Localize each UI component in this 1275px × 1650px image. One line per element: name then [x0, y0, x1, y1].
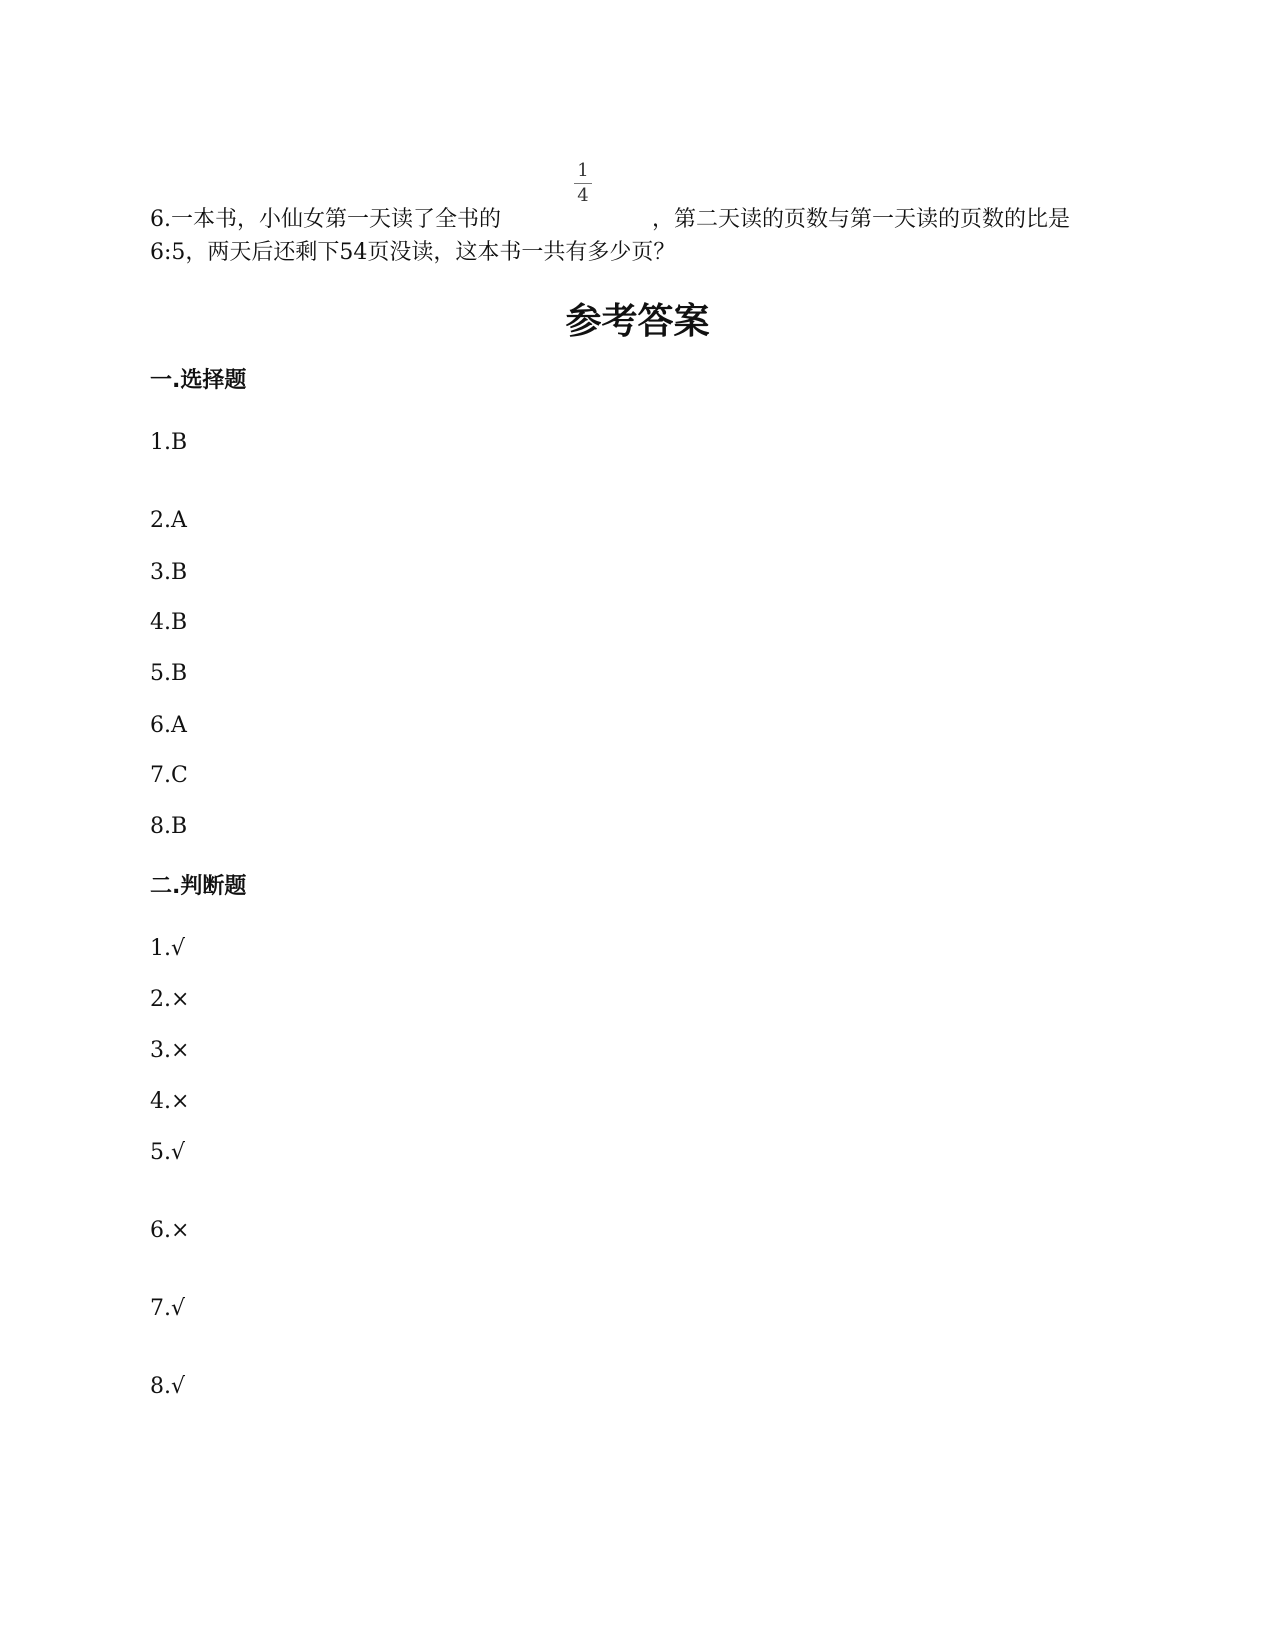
true-false-answer-1: 1.√ [150, 936, 186, 961]
true-false-answer-6: 6.× [150, 1218, 190, 1243]
choice-answer-3: 3.B [150, 560, 188, 585]
true-false-answer-4: 4.× [150, 1089, 190, 1114]
question-6-text-line-2: 6:5，两天后还剩下54页没读，这本书一共有多少页？ [150, 240, 676, 265]
fraction-numerator: 1 [577, 160, 589, 181]
question-6-line-1 [150, 206, 501, 234]
question-6-line-1-continued [652, 206, 1070, 234]
true-false-answer-3: 3.× [150, 1038, 190, 1063]
choice-answer-8: 8.B [150, 814, 188, 839]
question-6-text-after-fraction: ，第二天读的页数与第一天读的页数的比是 [652, 207, 1071, 232]
true-false-answer-8: 8.√ [150, 1374, 186, 1399]
true-false-answer-7: 7.√ [150, 1296, 186, 1321]
page-title: 参考答案 [565, 301, 710, 342]
fraction-bar [574, 183, 592, 184]
true-false-answer-2: 2.× [150, 987, 190, 1012]
question-6-line-2 [150, 239, 675, 267]
section-heading-true-false: 二.判断题 [150, 874, 247, 899]
choice-answer-5: 5.B [150, 661, 188, 686]
choice-answer-4: 4.B [150, 610, 188, 635]
choice-answer-1: 1.B [150, 430, 188, 455]
choice-answer-6: 6.A [150, 713, 187, 738]
question-6-text-before-fraction: 6.一本书，小仙女第一天读了全书的 [150, 207, 501, 232]
true-false-answer-5: 5.√ [150, 1140, 186, 1165]
section-heading-choice: 一.选择题 [150, 368, 247, 393]
choice-answer-7: 7.C [150, 763, 188, 788]
choice-answer-2: 2.A [150, 508, 187, 533]
fraction-denominator: 4 [577, 185, 589, 206]
fraction-one-quarter [572, 160, 594, 207]
